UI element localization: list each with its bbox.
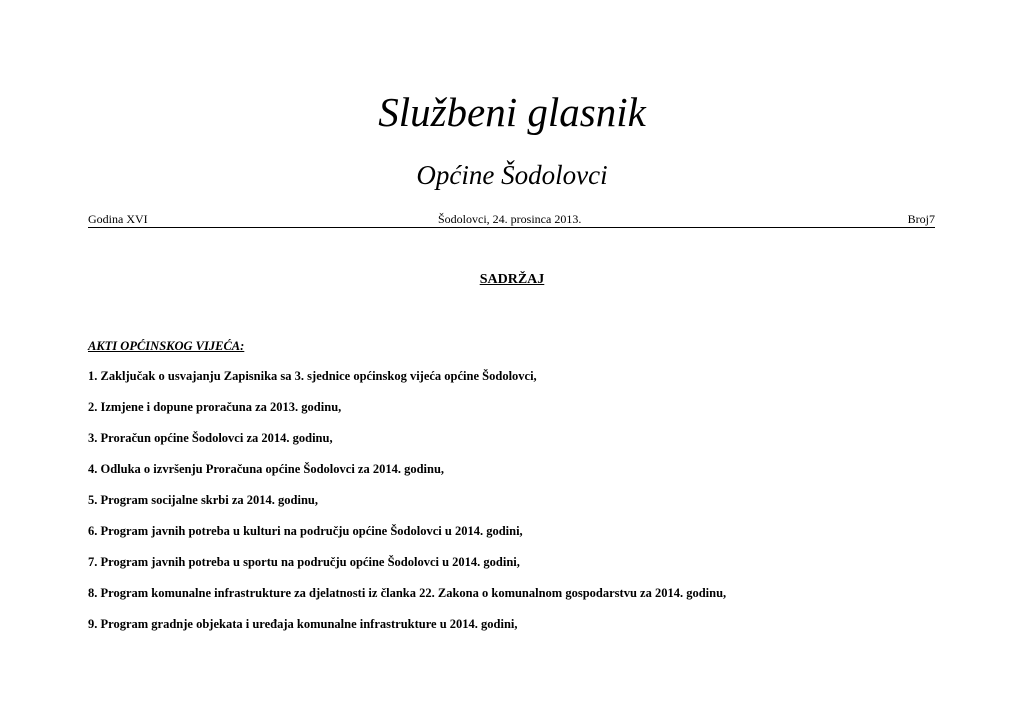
contents-item: 8. Program komunalne infrastrukture za djelatnosti iz članka 22. Zakona o komunalnom gospodarstvu za 2014. godinu, bbox=[88, 586, 727, 600]
contents-item: 3. Proračun općine Šodolovci za 2014. godinu, bbox=[88, 431, 333, 445]
document-title: Službeni glasnik bbox=[378, 89, 646, 135]
contents-item: 2. Izmjene i dopune proračuna za 2013. godinu, bbox=[88, 400, 342, 414]
document-subtitle: Općine Šodolovci bbox=[416, 160, 608, 190]
contents-item: 1. Zaključak o usvajanju Zapisnika sa 3. sjednice općinskog vijeća općine Šodolovci, bbox=[88, 369, 537, 383]
contents-item: 9. Program gradnje objekata i uređaja komunalne infrastrukture u 2014. godini, bbox=[88, 617, 518, 631]
contents-item: 4. Odluka o izvršenju Proračuna općine Šodolovci za 2014. godinu, bbox=[88, 462, 445, 476]
section-title: AKTI OPĆINSKOG VIJEĆA: bbox=[88, 339, 245, 353]
issue-info-bar bbox=[88, 211, 935, 228]
contents-item: 6. Program javnih potreba u kulturi na području općine Šodolovci u 2014. godini, bbox=[88, 524, 523, 538]
issue-number: Broj7 bbox=[907, 212, 935, 226]
contents-list bbox=[88, 368, 726, 647]
place-date: Šodolovci, 24. prosinca 2013. bbox=[438, 212, 582, 226]
contents-heading: SADRŽAJ bbox=[479, 272, 545, 287]
contents-item: 7. Program javnih potreba u sportu na području općine Šodolovci u 2014. godini, bbox=[88, 555, 520, 569]
year-label: Godina XVI bbox=[88, 212, 148, 226]
contents-item: 5. Program socijalne skrbi za 2014. godinu, bbox=[88, 493, 318, 507]
